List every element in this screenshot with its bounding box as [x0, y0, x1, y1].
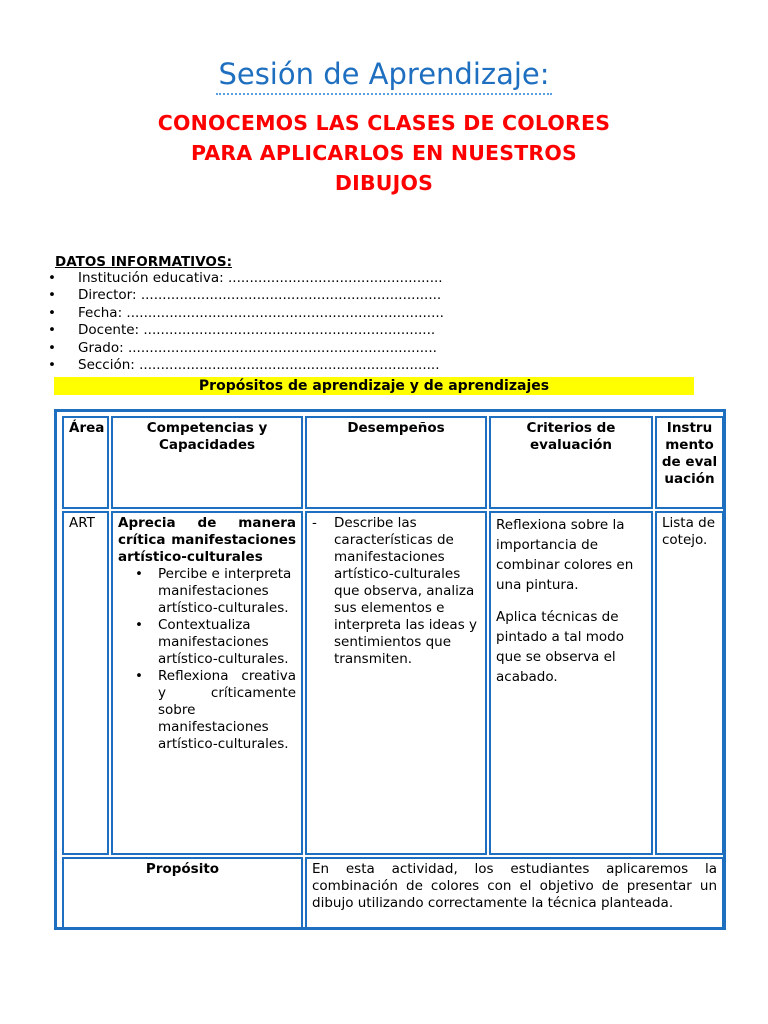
datos-item-fecha: • Fecha: ..........................................................................	[48, 304, 444, 321]
purposes-table	[60, 414, 726, 931]
cell-area: ART	[62, 511, 109, 855]
header-area: Área	[62, 416, 109, 509]
datos-item-institucion: • Institución educativa: ..................................................	[48, 270, 443, 286]
bullet: •	[135, 668, 143, 684]
header-competencias: Competencias y Capacidades	[111, 416, 303, 509]
list-item: • Reflexiona creativa y críticamente sobre manifestaciones artístico-culturales.	[135, 668, 296, 752]
header-desempenos: Desempeños	[305, 416, 487, 509]
datos-header: DATOS INFORMATIVOS:	[55, 254, 233, 270]
bullet: •	[48, 357, 56, 374]
datos-item-docente: • Docente: ....................................................................	[48, 322, 436, 339]
datos-item-seccion: • Sección: ......................................................................	[48, 357, 440, 374]
proposito-label: Propósito	[62, 857, 303, 929]
bullet: •	[135, 566, 143, 582]
header-criterios: Criterios de evaluación	[489, 416, 653, 509]
desempeno-text: Describe las características de manifestaciones artístico-culturales que observa, analiza sus elementos e interpreta las ideas y sentimientos que transmiten.	[334, 515, 478, 667]
datos-list	[48, 270, 444, 374]
list-item: • Contextualiza manifestaciones artístico-culturales.	[135, 617, 289, 667]
proposito-text: En esta actividad, los estudiantes aplicaremos la combinación de colores con el objetivo de presentar un dibujo utilizando correctamente la técnica planteada.	[305, 857, 724, 929]
cell-competencias	[111, 511, 303, 855]
bullet: •	[48, 322, 56, 339]
criterio-item: Aplica técnicas de pintado a tal modo que se observa el acabado.	[496, 609, 624, 685]
table-header-row	[62, 416, 724, 509]
cell-desempenos	[305, 511, 487, 855]
page-title: Sesión de Aprendizaje:	[216, 57, 551, 95]
capacidades-list	[118, 566, 296, 753]
cell-criterios	[489, 511, 653, 855]
cell-instrumento: Lista de cotejo.	[655, 511, 724, 855]
bullet: •	[48, 270, 56, 286]
table-row	[62, 511, 724, 855]
bullet: •	[135, 617, 143, 633]
datos-item-grado: • Grado: ........................................................................	[48, 339, 437, 356]
bullet: •	[48, 304, 56, 321]
criterio-item: Reflexiona sobre la importancia de combinar colores en una pintura.	[496, 517, 634, 593]
session-subtitle: CONOCEMOS LAS CLASES DE COLORES PARA APLICARLOS EN NUESTROS DIBUJOS	[157, 111, 611, 195]
bullet: •	[48, 287, 56, 304]
datos-item-director: • Director: ......................................................................	[48, 287, 442, 304]
header-instrumento: Instrumento de evaluación	[655, 416, 724, 509]
bullet: •	[48, 339, 56, 356]
competencia-title: Aprecia de manera crítica manifestaciones artístico-culturales	[118, 515, 296, 565]
proposito-row	[62, 857, 724, 929]
list-item: • Percibe e interpreta manifestaciones artístico-culturales.	[135, 566, 292, 616]
purposes-band-title: Propósitos de aprendizaje y de aprendizajes	[54, 377, 694, 395]
dash-marker: -	[312, 515, 317, 531]
page-title-wrap	[0, 57, 768, 91]
